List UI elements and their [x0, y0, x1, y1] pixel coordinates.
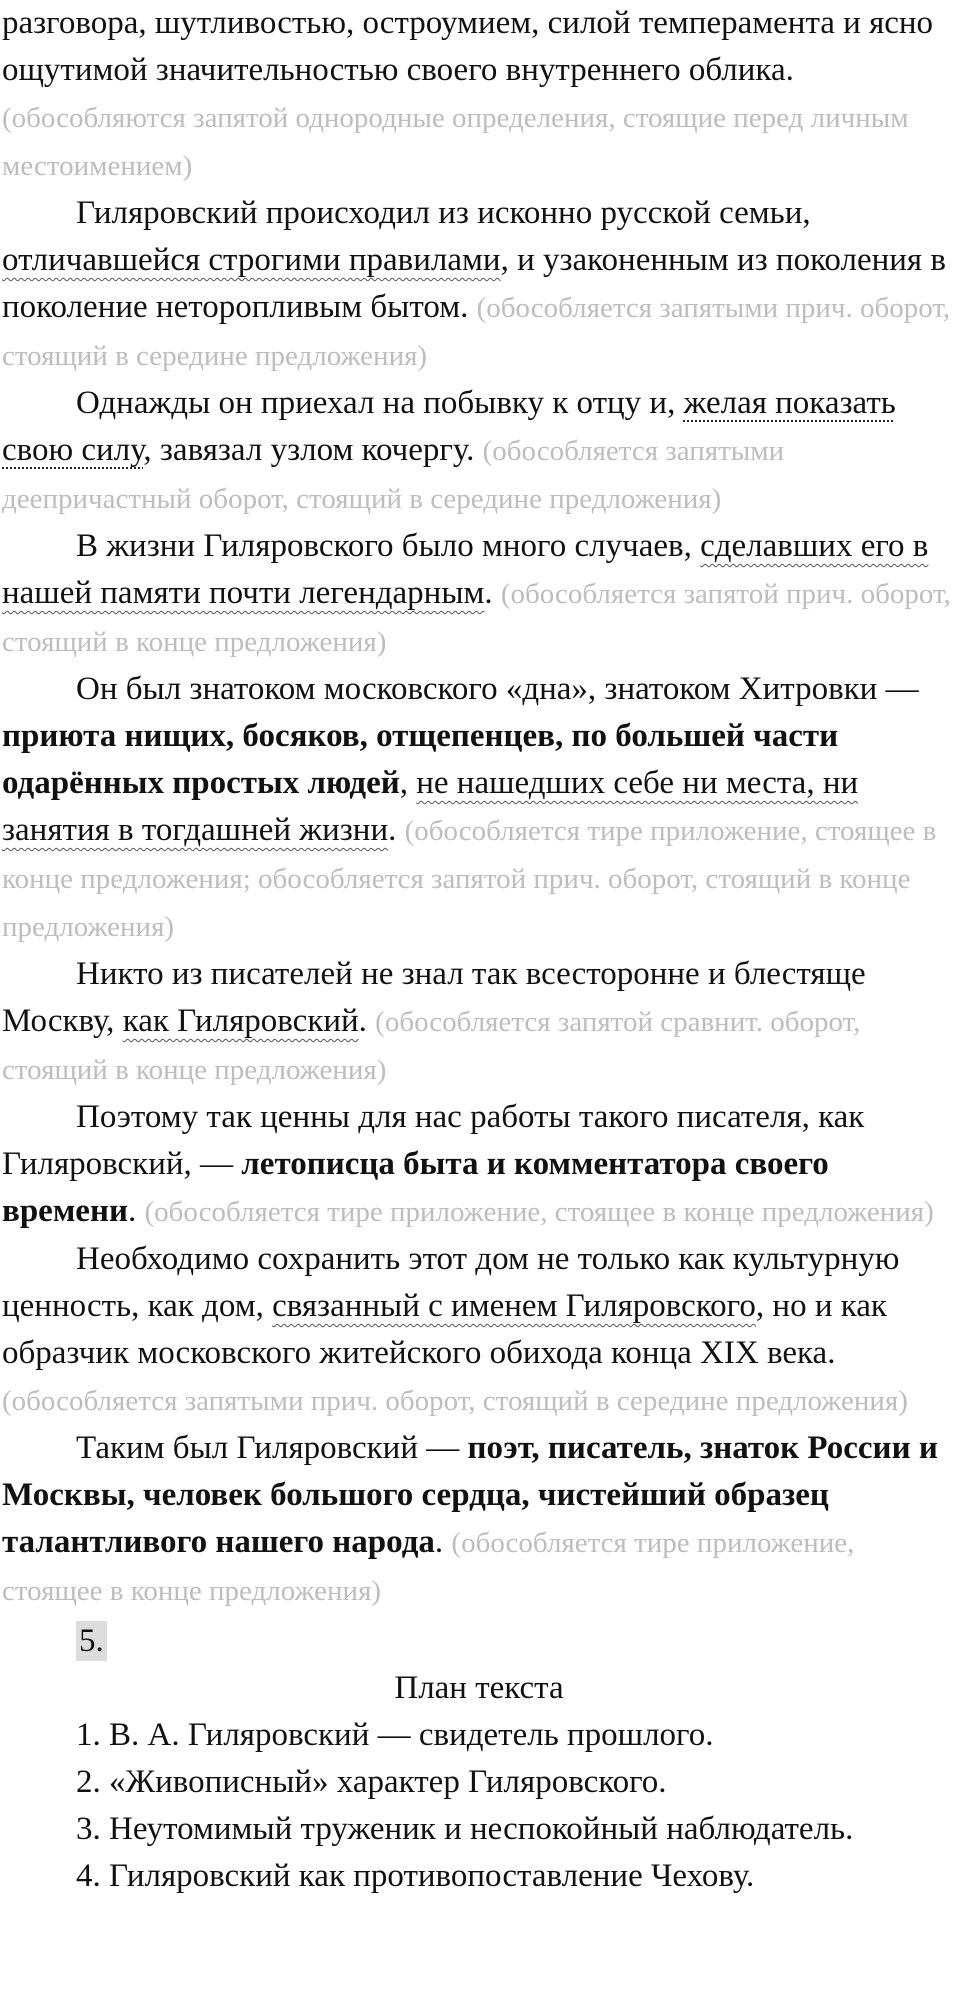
paragraph-text: Никто из писателей не знал так всесторонне и блестяще Москву,	[2, 956, 866, 1039]
appositive-bold: поэт, писатель, знаток России и Москвы, человек большого сердца, чистейший образец талантливого нашего народа	[2, 1430, 938, 1560]
paragraph-1	[2, 190, 956, 380]
paragraph-text: .	[127, 1193, 137, 1229]
paragraph-8	[2, 1425, 956, 1615]
paragraph-text: .	[434, 1524, 444, 1560]
paragraph-0	[2, 0, 956, 190]
grammar-note: (обособляется тире приложение, стоящее в конце предложения)	[2, 1527, 855, 1607]
paragraph-text: Он был знатоком московского «дна», знатоком Хитровки —	[76, 671, 919, 707]
grammar-note: (обособляется запятой сравнит. оборот, стоящий в конце предложения)	[2, 1006, 861, 1086]
plan-item: 2. «Живописный» характер Гиляровского.	[76, 1764, 667, 1800]
task-number: 5.	[76, 1621, 107, 1661]
paragraph-text: разговора, шутливостью, остроумием, силой темперамента и ясно ощутимой значительностью своего внутреннего облика.	[2, 5, 934, 88]
paragraph-5	[2, 951, 956, 1094]
grammar-note: (обособляется тире приложение, стоящее в конце предложения)	[144, 1196, 934, 1228]
paragraph-text: В жизни Гиляровского было много случаев,	[76, 528, 692, 564]
grammar-note: (обособляется запятыми прич. оборот, стоящий в середине предложения)	[2, 1385, 908, 1417]
grammar-note: (обособляется тире приложение, стоящее в конце предложения; обособляется запятой прич. оборот, стоящий в конце предложения)	[2, 815, 937, 943]
paragraph-text: .	[484, 575, 493, 611]
participial-phrase: не нашедших себе ни места, ни занятия в тогдашней жизни	[2, 765, 859, 848]
grammar-note: (обособляются запятой однородные определения, стоящие перед личным местоимением)	[2, 102, 909, 182]
participial-phrase: отличавшейся строгими правилами	[2, 242, 501, 278]
plan-item: 4. Гиляровский как противопоставление Чехову.	[76, 1858, 755, 1894]
paragraph-6	[2, 1094, 956, 1236]
paragraph-text: Гиляровский происходил из исконно русской семьи,	[76, 195, 811, 231]
paragraph-text: , завязал узлом кочергу.	[143, 432, 475, 468]
appositive-bold: приюта нищих, босяков, отщепенцев, по большей части одарённых простых людей	[2, 718, 839, 801]
paragraph-4	[2, 666, 956, 951]
paragraph-text: ,	[399, 765, 408, 801]
paragraph-3	[2, 523, 956, 666]
plan-item: 1. В. А. Гиляровский — свидетель прошлого.	[76, 1717, 714, 1753]
paragraph-text: Таким был Гиляровский —	[76, 1430, 460, 1466]
grammar-note: (обособляется запятой прич. оборот, стоящий в конце предложения)	[2, 578, 951, 658]
participial-phrase: связанный с именем Гиляровского	[272, 1288, 756, 1324]
participial-phrase: сделавших его в нашей памяти почти легендарным	[2, 528, 929, 611]
paragraph-2	[2, 380, 956, 523]
paragraph-text: .	[388, 812, 397, 848]
task-number-row	[2, 1621, 956, 1661]
paragraph-text: , и узаконенным из поколения в поколение неторопливым бытом.	[2, 242, 946, 325]
paragraph-text: Однажды он приехал на побывку к отцу и,	[76, 385, 676, 421]
paragraph-text: Необходимо сохранить этот дом не только как культурную ценность, как дом,	[2, 1241, 900, 1324]
plan-list	[2, 1712, 956, 1900]
appositive-bold: летописца быта и комментатора своего времени	[2, 1146, 829, 1229]
paragraph-7	[2, 1236, 956, 1425]
plan-title: План текста	[394, 1670, 564, 1706]
comparative-phrase: как Гиляровский	[122, 1003, 359, 1039]
paragraph-text: , но и как образчик московского житейского обихода конца XIX века.	[2, 1288, 887, 1371]
adverbial-phrase: желая показать свою силу	[2, 385, 896, 468]
paragraph-text: Поэтому так ценны для нас работы такого писателя, как Гиляровский, —	[2, 1099, 865, 1182]
paragraph-text: .	[358, 1003, 367, 1039]
grammar-note: (обособляется запятыми прич. оборот, стоящий в середине предложения)	[2, 292, 951, 372]
plan-item: 3. Неутомимый труженик и неспокойный наблюдатель.	[76, 1811, 854, 1847]
grammar-note: (обособляется запятыми деепричастный оборот, стоящий в середине предложения)	[2, 435, 785, 515]
